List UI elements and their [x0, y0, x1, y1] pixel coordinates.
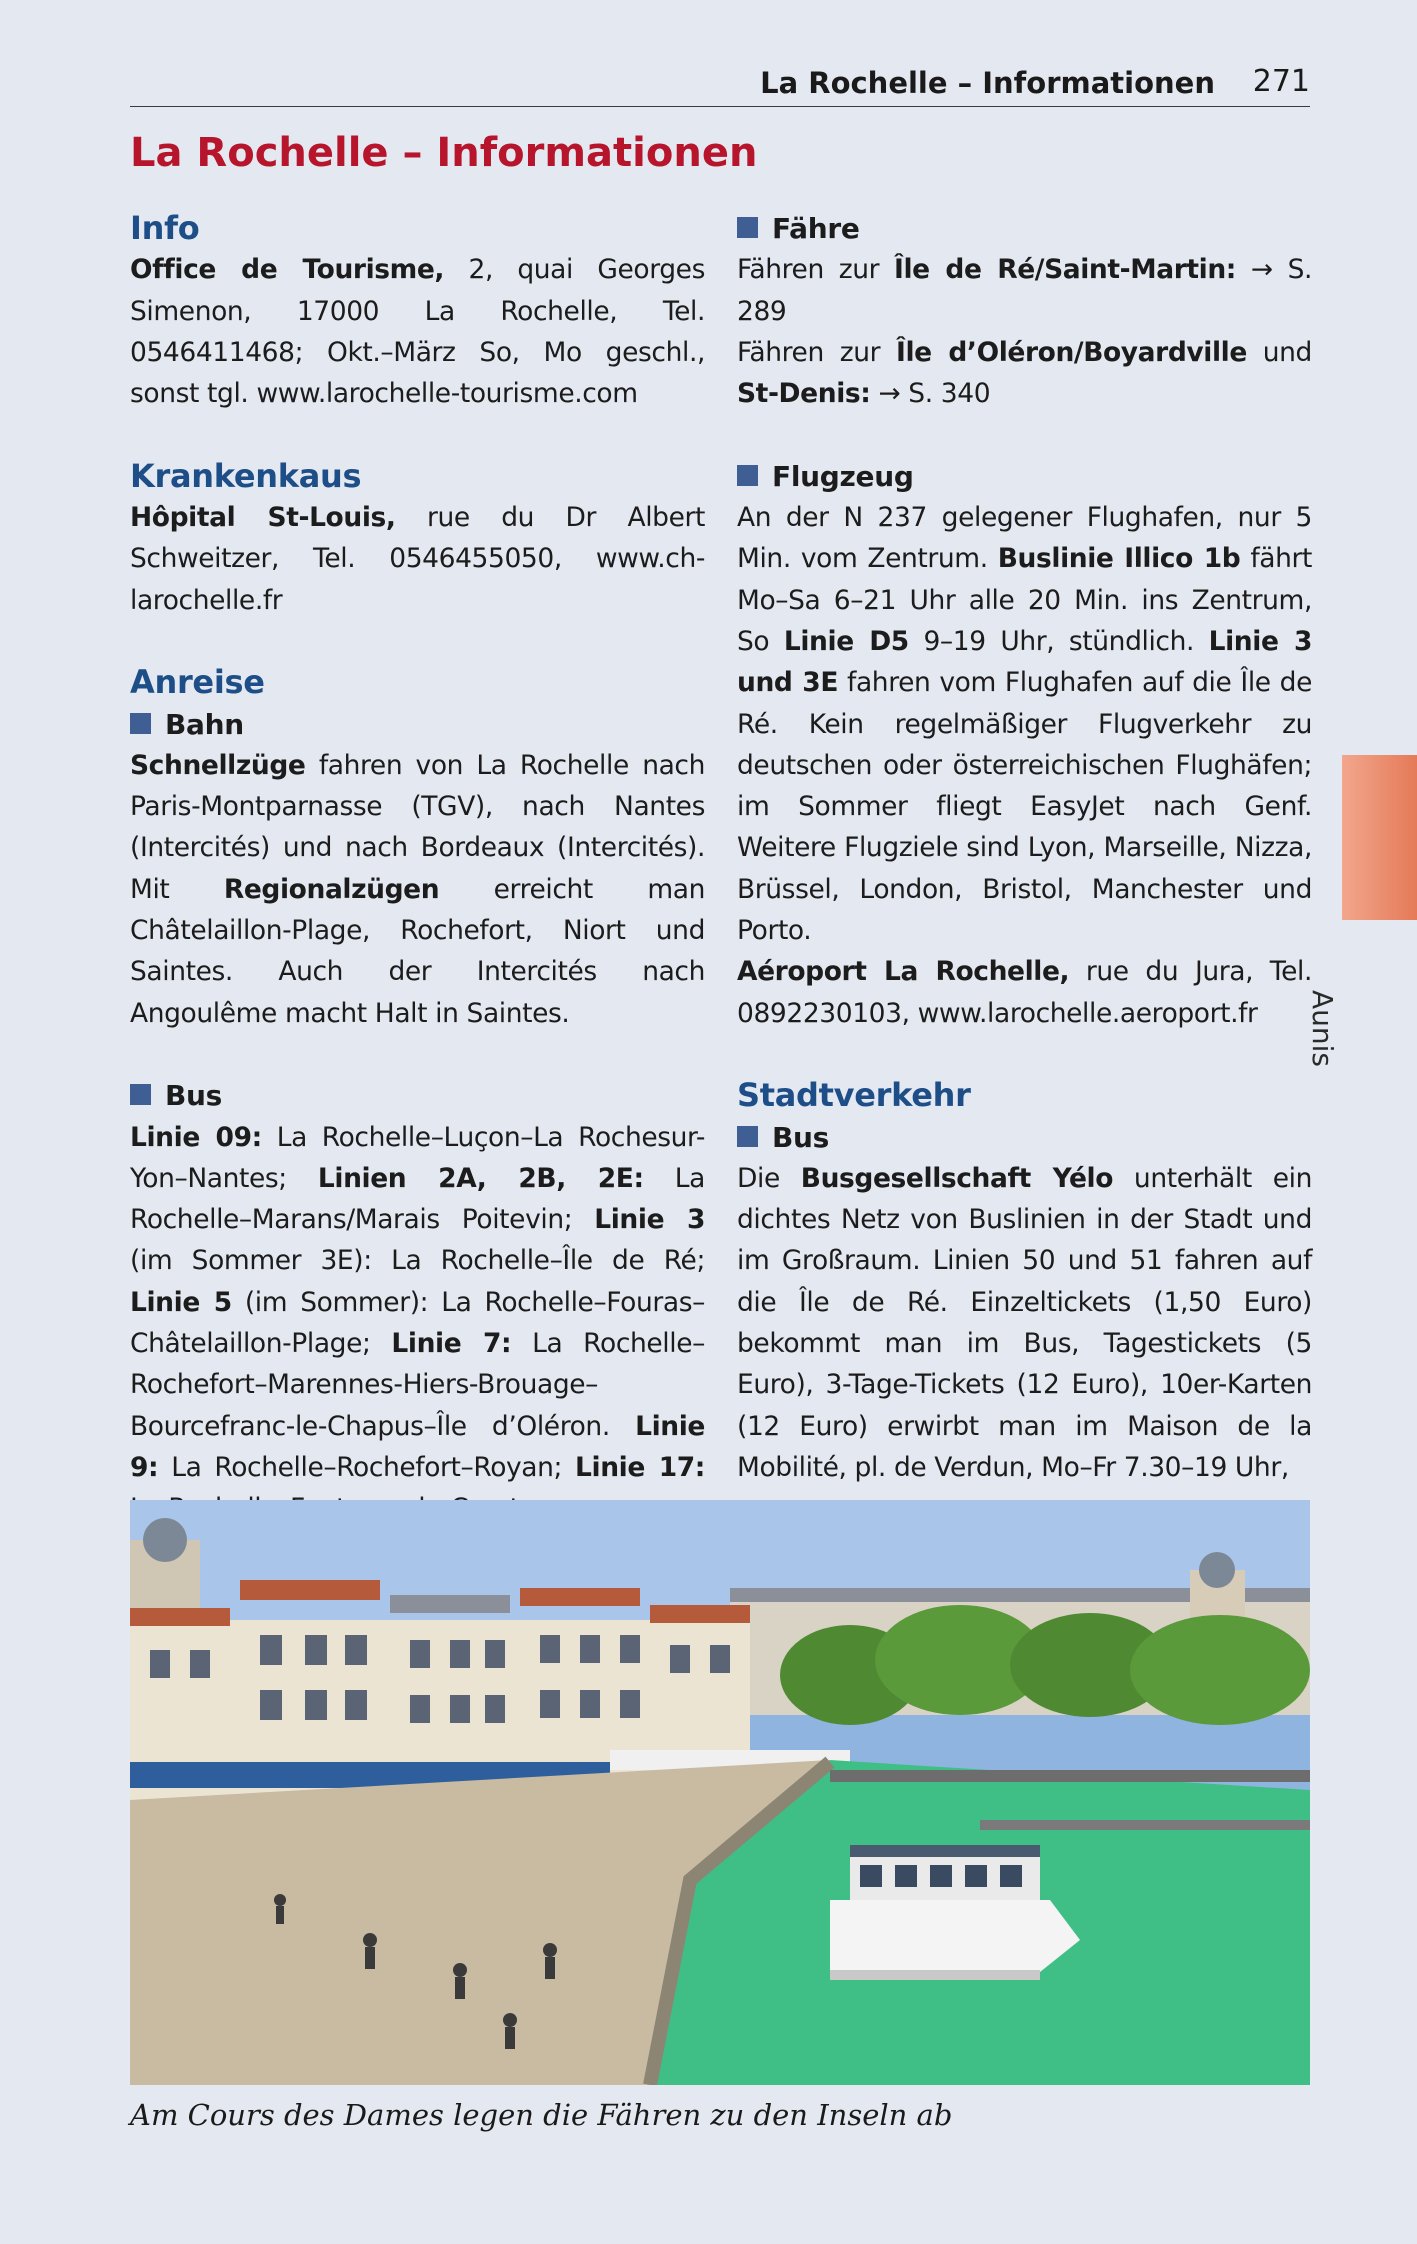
- square-bullet-icon: [130, 1084, 151, 1105]
- photo-caption: Am Cours des Dames legen die Fähren zu den Inseln ab: [130, 2098, 953, 2132]
- plane-subheading: Flugzeug: [737, 456, 1312, 497]
- left-column: [130, 208, 705, 1530]
- tourist-office-name: Office de Tourisme,: [130, 254, 445, 286]
- hospital-details: rue du Dr Albert Schweitzer, Tel. 0546455050, www.ch-larochelle.fr: [130, 502, 705, 616]
- city-bus-paragraph: Die Busgesellschaft Yélo unterhält ein dichtes Netz von Buslinien in der Stadt und im Großraum. Linien 50 und 51 fahren auf die Île de Ré. Einzeltickets (1,50 Euro) bekommt man im Bus, Tagestickets (5 Euro), 3-Tage-Tickets (12 Euro), 10er-Karten (12 Euro) erwirbt man im Maison de la Mobilité, pl. de Verdun, Mo–Fr 7.30–19 Uhr,: [737, 1162, 1312, 1483]
- page-title: La Rochelle – Informationen: [130, 130, 758, 176]
- hospital-name: Hôpital St-Louis,: [130, 502, 396, 534]
- chapter-side-label: Aunis: [1306, 990, 1339, 1068]
- running-header: [130, 62, 1310, 107]
- square-bullet-icon: [737, 217, 758, 238]
- ferry-paragraph-2: Fähren zur Île d’Oléron/Boyardville und St-Denis: → S. 340: [737, 336, 1312, 410]
- running-title: La Rochelle – Informationen: [760, 66, 1215, 100]
- arrival-heading: Anreise: [130, 663, 265, 702]
- airport-paragraph: [737, 951, 1312, 1034]
- page-number: 271: [1252, 64, 1310, 99]
- bus-lines-paragraph: Linie 09: La Rochelle–Luçon–La Rochesur-Yon–Nantes; Linien 2A, 2B, 2E: La Rochelle–Marans/Marais Poitevin; Linie 3 (im Sommer 3E): La Rochelle–Île de Ré; Linie 5 (im Sommer): La Rochelle–Fouras–Châtelaillon-Plage; Linie 7: La Rochelle–Rochefort–Marennes-Hiers-Brouage–Bourcefranc-le-Chapus–Île d’Oléron. Linie 9: La Rochelle–Rochefort–Royan; Linie 17:: [130, 1121, 706, 1483]
- square-bullet-icon: [130, 713, 151, 734]
- harbour-illustration: [130, 1500, 1310, 2085]
- harbour-photo: [130, 1500, 1310, 2085]
- ferry-subheading: Fähre: [737, 208, 1312, 249]
- tourist-office-details: 2, quai Georges Simenon, 17000 La Rochelle, Tel. 0546411468; Okt.–März So, Mo geschl., sonst tgl. www.larochelle-tourisme.com: [130, 254, 705, 410]
- airport-name: Aéroport La Rochelle,: [737, 956, 1070, 988]
- rail-subheading: Bahn: [130, 704, 705, 745]
- city-transport-heading: Stadtverkehr: [737, 1076, 971, 1115]
- info-heading: Info: [130, 209, 200, 247]
- plane-paragraph: An der N 237 gelegener Flughafen, nur 5 Min. vom Zentrum. Buslinie Illico 1b fährt Mo–Sa 6–21 Uhr alle 20 Min. ins Zentrum, So Linie D5 9–19 Uhr, stündlich. Linie 3 und 3E fahren vom Flughafen auf die Île de Ré. Kein regelmäßiger Flugverkehr zu deutschen oder österreichischen Flughäfen; im Sommer fliegt EasyJet nach Genf. Weitere Flugziele sind Lyon, Marseille, Nizza, Brüssel, London, Bristol, Manchester und Porto.: [737, 502, 1313, 947]
- ferry-paragraph-1: Fähren zur Île de Ré/Saint-Martin: → S. 289: [737, 254, 1313, 327]
- hospital-heading: Krankenkaus: [130, 456, 362, 495]
- hospital-paragraph: [130, 497, 705, 621]
- city-bus-subheading: Bus: [737, 1117, 1312, 1158]
- airport-details: rue du Jura, Tel. 0892230103, www.larochelle.aeroport.fr: [737, 956, 1312, 1029]
- chapter-side-tab: [1342, 755, 1417, 920]
- bus-subheading: Bus: [130, 1075, 705, 1116]
- square-bullet-icon: [737, 465, 758, 486]
- square-bullet-icon: [737, 1126, 758, 1147]
- rail-paragraph: Schnellzüge fahren von La Rochelle nach Paris-Montparnasse (TGV), nach Nantes (Intercités) und nach Bordeaux (Intercités). Mit Regionalzügen erreicht man Châtelaillon-Plage, Rochefort, Niort und Saintes. Auch der Intercités nach Angoulême macht Halt in Saintes.: [130, 749, 705, 1029]
- info-paragraph: [130, 249, 705, 414]
- right-column: [737, 208, 1312, 1488]
